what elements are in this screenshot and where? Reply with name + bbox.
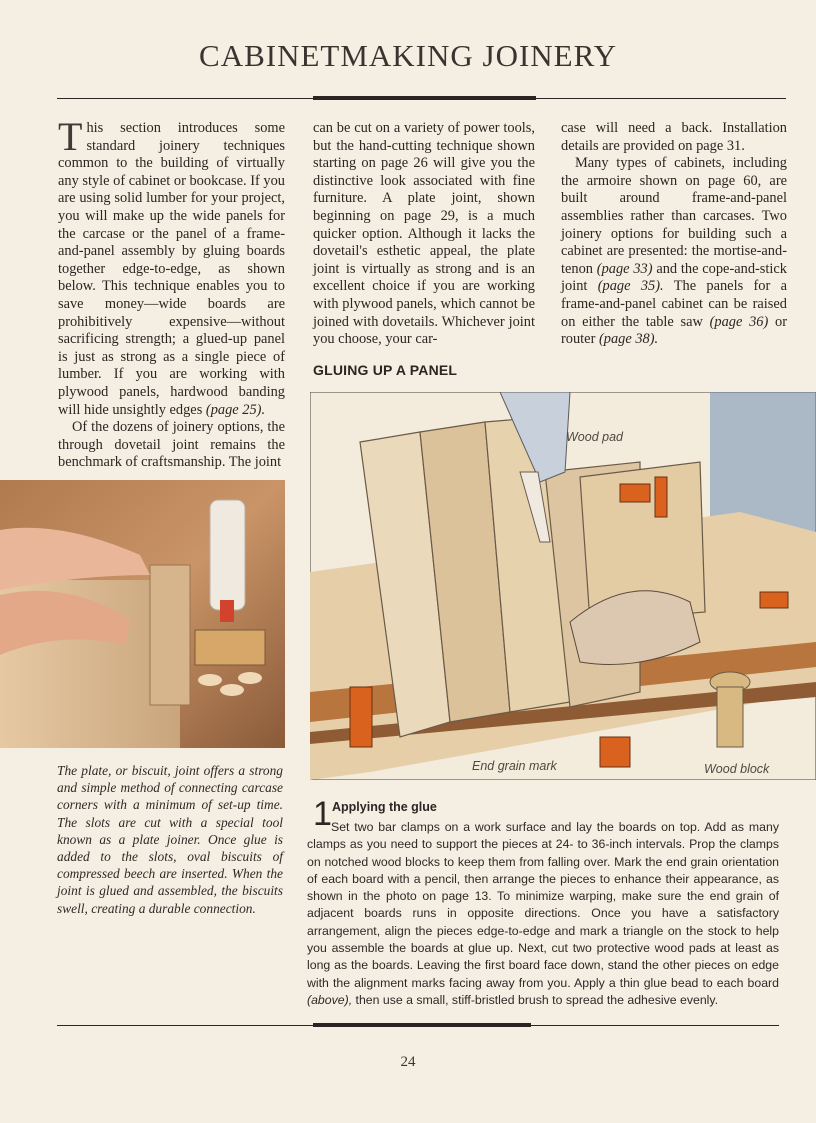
label-wood-pad: Wood pad xyxy=(566,430,623,444)
intro-column-3 xyxy=(561,120,787,349)
page-reference: (page 38). xyxy=(598,331,659,348)
intro-text-1: his section introduces some standard joinery techniques common to the building of virtually any style of cabinet or bookcase. If you are using solid lumber for your project, you will make up the wide panels for the carcase or the panel of a frame-and-panel assembly by gluing boards together edge-to-edge, as shown below. This technique enables you to save money—wide boards are prohibitively expensive—without sacrificing strength; a glued-up panel is just as strong as a single piece of lumber. If you are working with plywood panels, hardwood banding will hide unsightly edges xyxy=(58,120,285,418)
page-reference: (page 35). xyxy=(597,278,664,295)
intro-column-2 xyxy=(313,120,535,349)
intro-paragraph-2: Of the dozens of joinery options, the through dovetail joint remains the benchmark of craftsmanship. The joint xyxy=(58,419,285,471)
page-reference: (page 36) xyxy=(709,313,769,330)
plate-joint-photo xyxy=(0,480,285,748)
label-wood-block: Wood block xyxy=(704,762,770,776)
section-title: GLUING UP A PANEL xyxy=(313,362,458,378)
page-reference: (page 25). xyxy=(205,401,266,418)
intro-paragraph-1 xyxy=(58,114,285,419)
dropcap: T xyxy=(58,114,83,159)
plate-joint-photo-image xyxy=(0,480,285,748)
page-title: CABINETMAKING JOINERY xyxy=(199,38,617,73)
gluing-panel-illustration xyxy=(310,392,816,780)
title-rule-accent xyxy=(313,96,536,100)
gluing-panel-drawing xyxy=(310,392,816,780)
intro-paragraph-4: case will need a back. Installation details are provided on page 31. xyxy=(561,120,787,154)
step-title: Applying the glue xyxy=(332,800,437,814)
page-number: 24 xyxy=(400,1054,416,1070)
label-end-grain-mark: End grain mark xyxy=(472,759,557,773)
page-reference: (page 33) xyxy=(596,260,653,277)
intro-column-1 xyxy=(58,114,285,472)
step-reference: (above), xyxy=(307,992,353,1007)
step-text: Set two bar clamps on a work surface and lay the boards on top. Add as many clamps as you need to support the pieces at 24- to 36-inch intervals. Prop the clamps on notched wood blocks to keep them from falling over. Mark the end grain orientation of each board with a pencil, then arrange the pieces to enhance their appearance, as shown in the photo on page 13. To minimize warping, make sure the end grain of adjacent boards runs in opposite directions. Once you have a satisfactory arrangement, align the pieces edge-to-edge and mark a triangle on the stock to help you assemble the boards at glue up. Next, cut two protective wood pads at least as long as the boards. Leaving the first board face down, stand the other pieces on edge with the alignment marks facing away from you. Apply a thin glue bead to each board (above), then use a small, stiff-bristled brush to spread the adhesive evenly. xyxy=(307,820,779,1007)
step-number: 1 xyxy=(313,795,332,833)
intro-paragraph-3: can be cut on a variety of power tools, but the hand-cutting technique shown starting on page 26 will give you the distinctive look associated with fine furniture. A plate joint, shown beginning on page 29, is a much quicker option. Although it lacks the dovetail's esthetic appeal, the plate joint is virtually as strong and is an excellent choice if you are working with plywood panels, which cannot be joined with dovetails. Whichever joint you choose, your car- xyxy=(313,120,535,348)
footer-rule-accent xyxy=(313,1023,531,1027)
photo-caption: The plate, or biscuit, joint offers a strong and simple method of connecting carcase corners with a minimum of set-up time. The slots are cut with a special tool known as a plate joiner. Once glue is added to the slots, oval biscuits of compressed beech are inserted. When the joint is glued and assembled, the biscuits swell, creating a durable connection. xyxy=(57,763,283,916)
intro-paragraph-5: Many types of cabinets, including the armoire shown on page 60, are built around frame-and-panel assemblies rather than carcases. Two joinery options for building such a cabinet are presented: the mortise-and-tenon (page 33) and the cope-and-stick joint (page 35). The panels for a frame-and-panel cabinet can be raised on either the table saw (page 36) or router (page 38). xyxy=(561,155,787,348)
